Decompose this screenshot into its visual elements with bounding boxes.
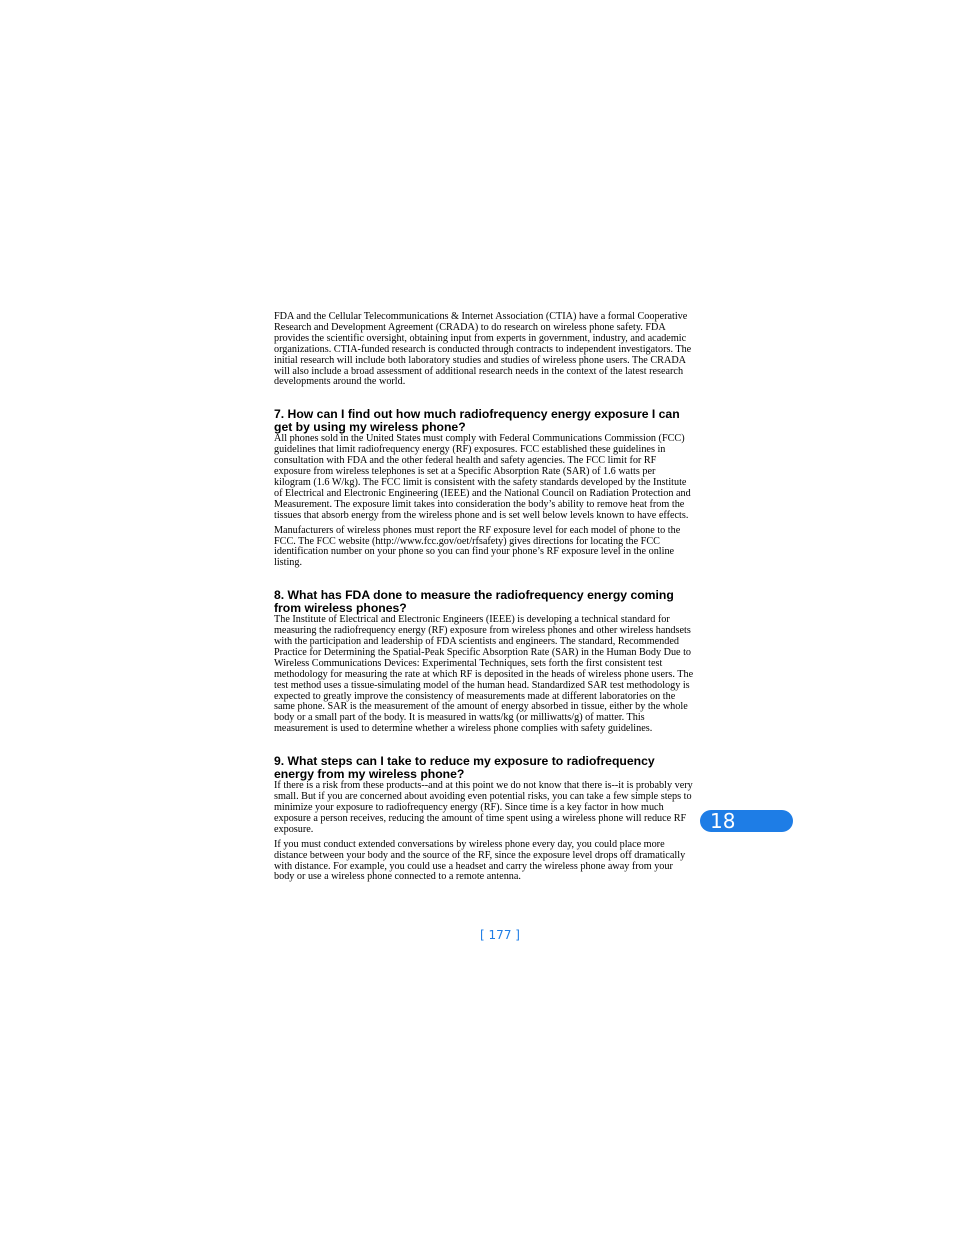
section-8-paragraph-1: The Institute of Electrical and Electronic Engineers (IEEE) is developing a technical standard for measuring the radiofrequency energy (RF) exposure from wireless phones and other wireless handsets with the participation and leadership of FDA scientists and engineers. The standard, Recommended Practice for Determining the Spatial-Peak Specific Absorption Rate (SAR) in the Human Body Due to Wireless Communications Devices: Experimental Techniques, sets forth the first consistent test methodology for measuring the rate at which RF is deposited in the heads of wireless phone users. The test method uses a tissue-simulating model of the human head. Standardized SAR test methodology is expected to greatly improve the consistency of measurements made at different laboratories on the same phone. SAR is the measurement of the amount of energy absorbed in tissue, either by the whole body or a small part of the body. It is measured in watts/kg (or milliwatts/g) of matter. This measurement is used to determine whether a wireless phone complies with safety guidelines. bbox=[274, 614, 694, 735]
section-7-paragraph-2: Manufacturers of wireless phones must report the RF exposure level for each model of phone to the FCC. The FCC website (http://www.fcc.gov/oet/rfsafety) gives directions for locating the FCC identification number on your phone so you can find your phone’s RF exposure level in the online listing. bbox=[274, 524, 681, 569]
page-content bbox=[274, 312, 694, 887]
chapter-tab bbox=[700, 810, 793, 832]
chapter-number: 18 bbox=[710, 809, 736, 833]
intro-paragraph: FDA and the Cellular Telecommunications & Internet Association (CTIA) have a formal Cooperative Research and Development Agreement (CRADA) to do research on wireless phone safety. FDA provides the scientific oversight, obtaining input from experts in government, industry, and academic organizations. CTIA-funded research is conducted through contracts to independent investigators. The initial research will include both laboratory studies and studies of wireless phone users. The CRADA will also include a broad assessment of additional research needs in the context of the latest research developments around the world. bbox=[274, 311, 692, 388]
section-8-heading: 8. What has FDA done to measure the radiofrequency energy coming from wireless phones? bbox=[274, 588, 674, 616]
section-9-paragraph-2: If you must conduct extended conversations by wireless phone every day, you could place more distance between your body and the source of the RF, since the exposure level drops off dramatically with distance. For example, you could use a headset and carry the wireless phone away from your body or use a wireless phone connected to a remote antenna. bbox=[274, 838, 686, 883]
section-7-heading: 7. How can I find out how much radiofrequency energy exposure I can get by using my wireless phone? bbox=[274, 407, 680, 435]
section-9-heading: 9. What steps can I take to reduce my exposure to radiofrequency energy from my wireless phone? bbox=[274, 754, 655, 782]
page-number: [ 177 ] bbox=[480, 928, 520, 942]
section-9-paragraph-1: If there is a risk from these products--and at this point we do not know that there is--it is probably very small. But if you are concerned about avoiding even potential risks, you can take a few simple steps to minimize your exposure to radiofrequency energy (RF). Since time is a key factor in how much exposure a person receives, reducing the amount of time spent using a wireless phone will reduce RF exposure. bbox=[274, 780, 693, 835]
section-7-paragraph-1: All phones sold in the United States must comply with Federal Communications Commission (FCC) guidelines that limit radiofrequency energy (RF) exposures. FCC established these guidelines in consultation with FDA and the other federal health and safety agencies. The FCC limit for RF exposure from wireless telephones is set at a Specific Absorption Rate (SAR) of 1.6 watts per kilogram (1.6 W/kg). The FCC limit is consistent with the safety standards developed by the Institute of Electrical and Electronic Engineering (IEEE) and the National Council on Radiation Protection and Measurement. The exposure limit takes into consideration the body’s ability to remove heat from the tissues that absorb energy from the wireless phone and is set well below levels known to have effects. bbox=[274, 433, 691, 521]
